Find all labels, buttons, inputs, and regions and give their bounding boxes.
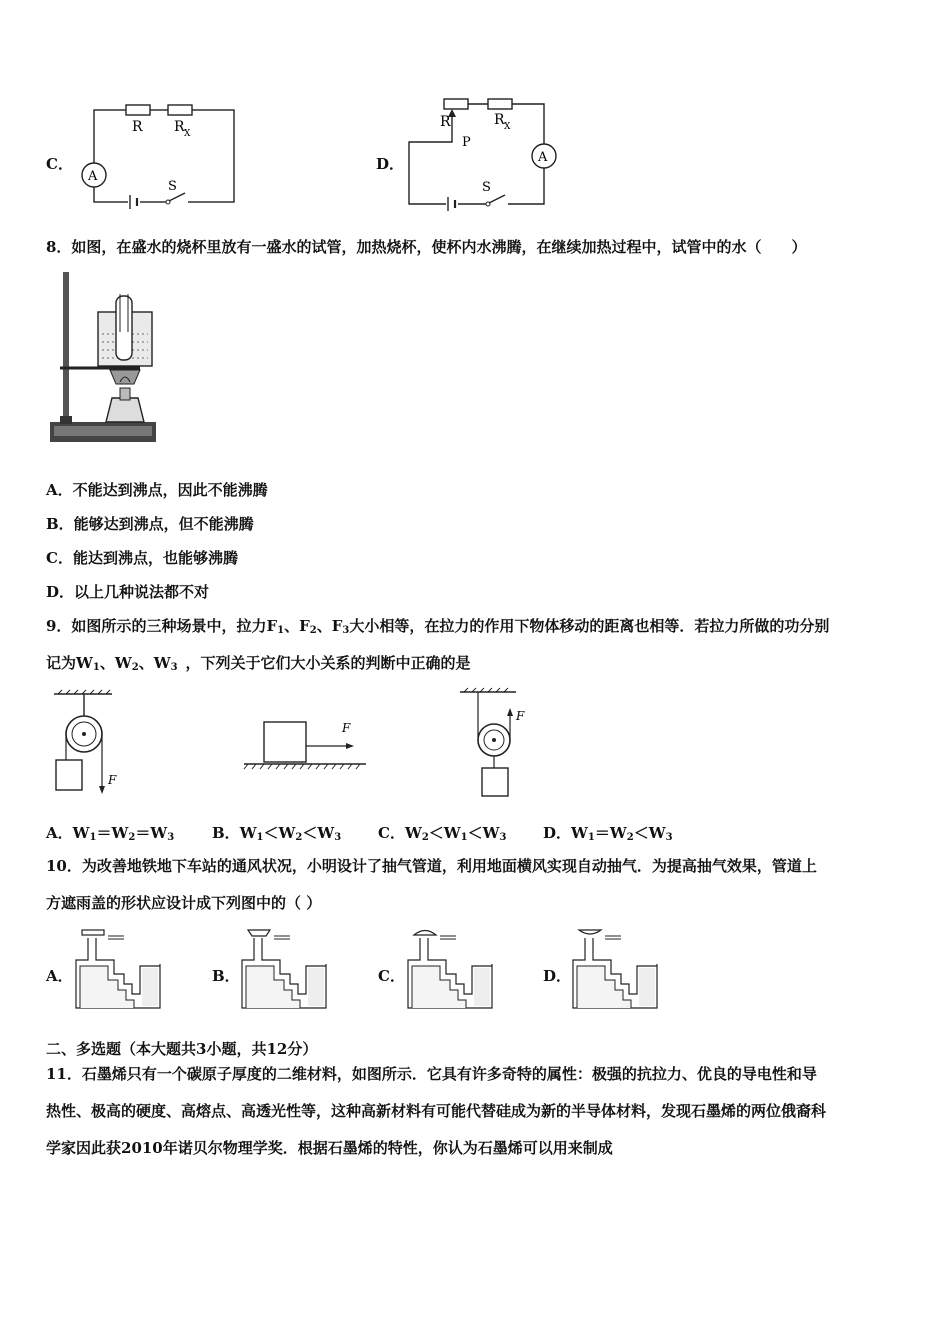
- resistor-rx-sub: X: [184, 129, 191, 139]
- ammeter-text: A: [88, 169, 98, 184]
- ammeter-text: A: [538, 150, 548, 165]
- q10-option-d-label: D．: [543, 967, 572, 985]
- resistor-rx-text: R: [174, 119, 185, 135]
- q9-stem-line1: 9．如图所示的三种场景中，拉力$F_1$、$F_2$、$F_3$大小相等，在拉力的作用下物体移动的距离也相等．若拉力所做的功分别: [46, 617, 830, 636]
- q11-line2: 热性、极高的硬度、高熔点、高透光性等，这种高新材料有可能代替硅成为新的半导体材料，发现石墨烯的两位俄裔科: [46, 1102, 827, 1120]
- f1-label: F: [108, 773, 117, 787]
- q10-option-c-label: C．: [378, 967, 405, 985]
- switch-s-text: S: [168, 179, 177, 194]
- q9-option-b: B．$W_1<W_2<W_3$: [212, 824, 342, 843]
- q10-stem-line2: 方遮雨盖的形状应设计成下列图中的（ ）: [46, 894, 322, 912]
- resistor-rx-text: R: [494, 112, 505, 128]
- section2-heading: 二、多选题（本大题共3小题，共12分）: [46, 1040, 318, 1058]
- q9-stem-part2: 大小相等，在拉力的作用下物体移动的距离也相等．若拉力所做的功分别: [349, 617, 830, 635]
- circuit-d-diagram: [404, 94, 574, 214]
- vent-cover-b-figure: [240, 926, 330, 1012]
- q10-option-a-label: A．: [46, 967, 73, 985]
- fixed-pulley-figure: [52, 690, 142, 800]
- q8-option-d: D．以上几种说法都不对: [46, 583, 210, 601]
- beaker-heating-figure: [50, 272, 160, 447]
- q11-line3: 学家因此获2010年诺贝尔物理学奖．根据石墨烯的特性，你认为石墨烯可以用来制成: [46, 1139, 613, 1157]
- q8-stem: 8．如图，在盛水的烧杯里放有一盛水的试管，加热烧杯，使杯内水沸腾，在继续加热过程中，试管中的水（ ）: [46, 238, 807, 256]
- option-c-label: C．: [46, 155, 73, 173]
- f2-label: F: [342, 721, 351, 735]
- resistor-r-text: R: [132, 119, 143, 135]
- q9-option-a: A．$W_1=W_2=W_3$: [46, 824, 175, 843]
- w1: $W_1$: [76, 654, 100, 673]
- q9-option-c: C．$W_2<W_1<W_3$: [378, 824, 507, 843]
- f2: $F_2$: [299, 617, 317, 636]
- switch-s-text: S: [482, 180, 491, 195]
- slider-p-text: P: [462, 135, 471, 150]
- w3: $W_3$: [153, 654, 178, 673]
- vent-cover-c-figure: [406, 926, 496, 1012]
- f3-label: F: [516, 709, 525, 723]
- vent-cover-d-figure: [571, 926, 661, 1012]
- circuit-c-diagram: [74, 100, 244, 215]
- q10-stem-line1: 10．为改善地铁地下车站的通风状况，小明设计了抽气管道，利用地面横风实现自动抽气．为提高抽气效果，管道上: [46, 857, 817, 875]
- option-d-label: D．: [376, 155, 405, 173]
- f1: $F_1$: [266, 617, 285, 636]
- q9-option-d: D．$W_1=W_2<W_3$: [543, 824, 673, 843]
- resistor-r-text: R: [440, 114, 451, 130]
- q8-option-a: A．不能达到沸点，因此不能沸腾: [46, 481, 268, 499]
- q9-stem-line2: 记为$W_1$、$W_2$、$W_3$ ，下列关于它们大小关系的判断中正确的是: [46, 654, 471, 673]
- q11-line1: 11．石墨烯只有一个碳原子厚度的二维材料，如图所示．它具有许多奇特的属性：极强的抗拉力、优良的导电性和导: [46, 1065, 817, 1083]
- q10-option-b-label: B．: [212, 967, 240, 985]
- q9-stem-suffix: ，下列关于它们大小关系的判断中正确的是: [185, 654, 471, 672]
- q8-option-b: B．能够达到沸点，但不能沸腾: [46, 515, 254, 533]
- movable-pulley-figure: [458, 688, 548, 800]
- resistor-rx-sub: X: [504, 122, 511, 132]
- q9-stem-part1: 9．如图所示的三种场景中，拉力: [46, 617, 267, 635]
- f3: $F_3$: [331, 617, 350, 636]
- q8-option-c: C．能达到沸点，也能够沸腾: [46, 549, 238, 567]
- w2: $W_2$: [114, 654, 139, 673]
- horizontal-pull-figure: [242, 712, 372, 772]
- vent-cover-a-figure: [74, 926, 164, 1012]
